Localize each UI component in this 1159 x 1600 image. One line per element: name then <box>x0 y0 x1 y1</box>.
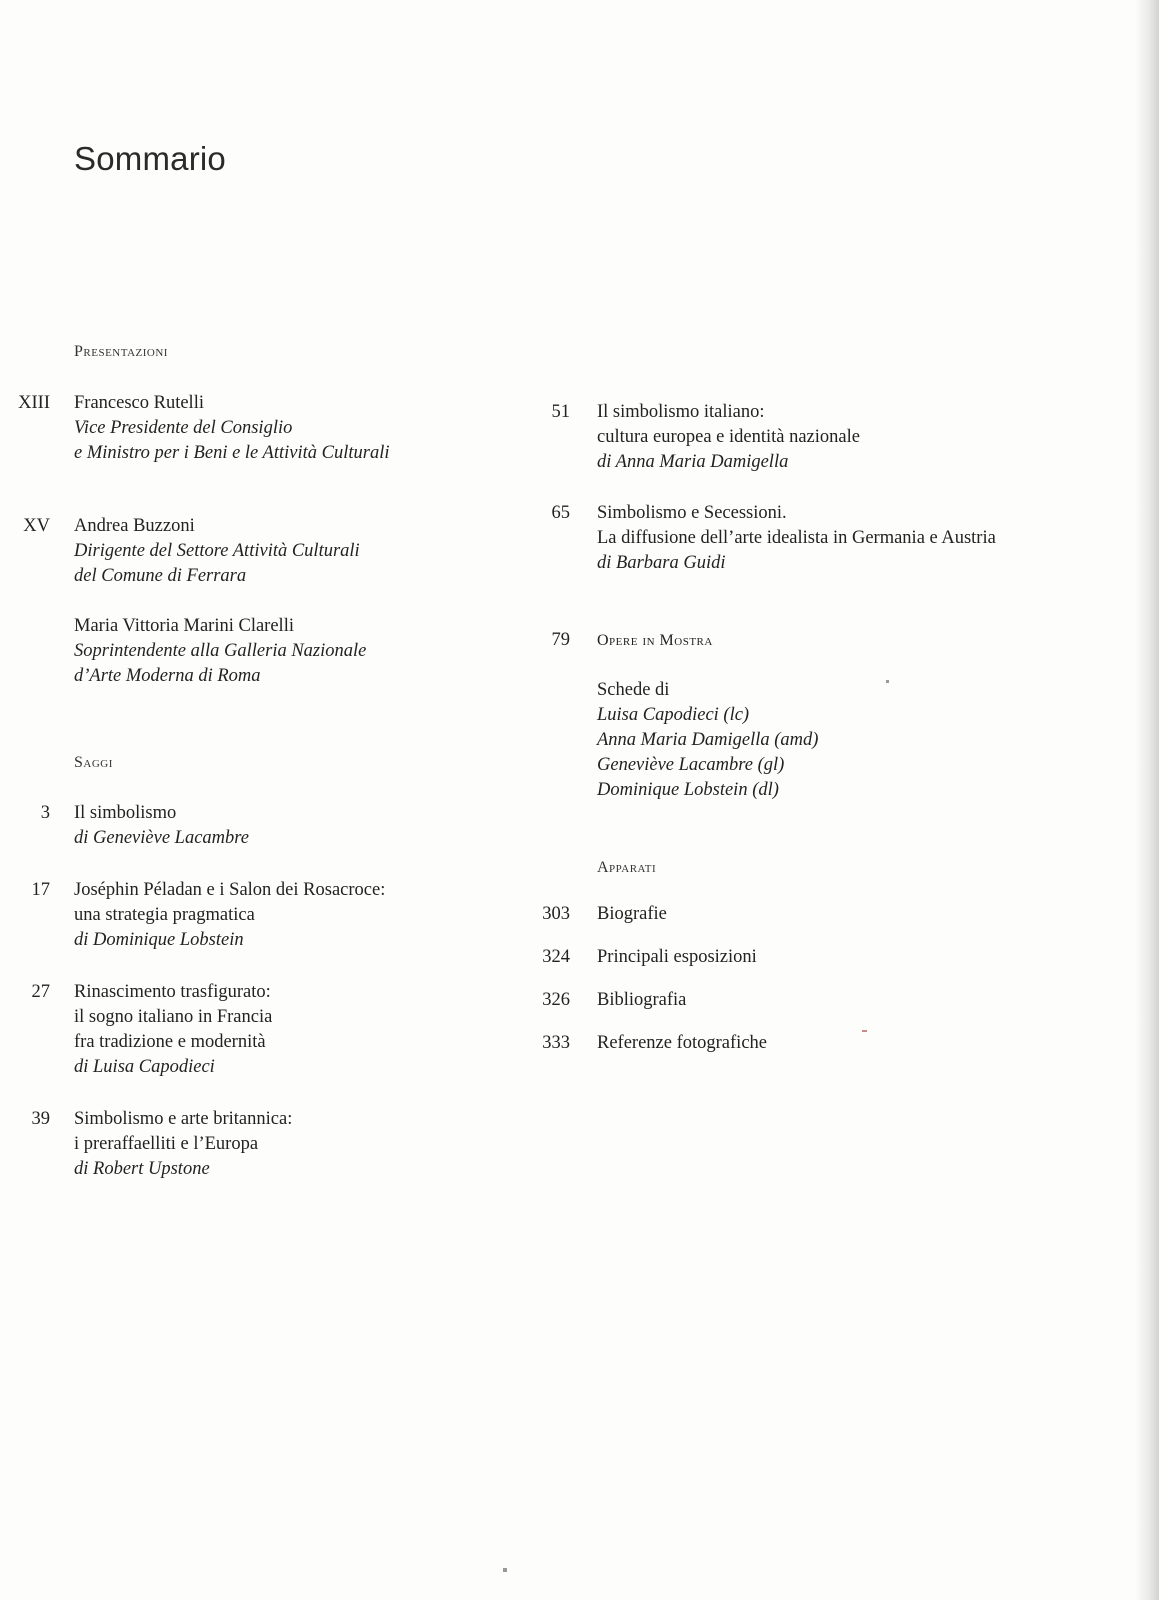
entry-role: Dirigente del Settore Attività Culturali <box>74 541 360 561</box>
page-number: 39 <box>31 1109 50 1129</box>
page-edge-shadow <box>1135 0 1159 1600</box>
page-number: 326 <box>542 990 570 1010</box>
schede-author: Anna Maria Damigella (amd) <box>597 730 819 750</box>
entry-title: cultura europea e identità nazionale <box>597 427 860 447</box>
entry-title: Joséphin Péladan e i Salon dei Rosacroce: <box>74 880 386 900</box>
page-number: 79 <box>551 630 570 650</box>
section-heading-saggi: Saggi <box>74 754 113 771</box>
entry-title: Principali esposizioni <box>597 947 757 967</box>
entry-role: e Ministro per i Beni e le Attività Culturali <box>74 443 390 463</box>
schede-author: Luisa Capodieci (lc) <box>597 705 750 725</box>
entry-role: d’Arte Moderna di Roma <box>74 666 261 686</box>
entry-byline: di Luisa Capodieci <box>74 1057 215 1077</box>
schede-author: Geneviève Lacambre (gl) <box>597 755 785 775</box>
entry-title: Bibliografia <box>597 990 687 1010</box>
entry-title: Simbolismo e Secessioni. <box>597 503 787 523</box>
section-heading-apparati: Apparati <box>597 859 657 876</box>
entry-byline: di Anna Maria Damigella <box>597 452 789 472</box>
page-number: 17 <box>31 880 50 900</box>
entry-role: Vice Presidente del Consiglio <box>74 418 293 438</box>
scan-speck <box>503 1568 507 1572</box>
entry-title: fra tradizione e modernità <box>74 1032 266 1052</box>
page-number: 333 <box>542 1033 570 1053</box>
page-number: 27 <box>31 982 50 1002</box>
page-number: 51 <box>551 402 570 422</box>
entry-title: La diffusione dell’arte idealista in Germania e Austria <box>597 528 996 548</box>
page-title: Sommario <box>74 140 226 177</box>
entry-title: Il simbolismo <box>74 803 177 823</box>
section-heading-opere: Opere in Mostra <box>597 632 713 649</box>
page-number: XV <box>23 516 50 536</box>
entry-author: Andrea Buzzoni <box>74 516 195 536</box>
entry-byline: di Barbara Guidi <box>597 553 726 573</box>
scan-speck <box>862 1030 867 1032</box>
entry-byline: di Robert Upstone <box>74 1159 210 1179</box>
schede-label: Schede di <box>597 680 670 700</box>
entry-author: Francesco Rutelli <box>74 393 204 413</box>
entry-title: Il simbolismo italiano: <box>597 402 765 422</box>
entry-title: i preraffaelliti e l’Europa <box>74 1134 259 1154</box>
page-number: 3 <box>40 803 50 823</box>
entry-title: Referenze fotografiche <box>597 1033 767 1053</box>
entry-author: Maria Vittoria Marini Clarelli <box>74 616 294 636</box>
scan-speck <box>886 680 889 683</box>
entry-title: il sogno italiano in Francia <box>74 1007 273 1027</box>
entry-title: Simbolismo e arte britannica: <box>74 1109 293 1129</box>
entry-title: Biografie <box>597 904 667 924</box>
entry-byline: di Geneviève Lacambre <box>74 828 249 848</box>
entry-role: Soprintendente alla Galleria Nazionale <box>74 641 367 661</box>
entry-title: una strategia pragmatica <box>74 905 255 925</box>
page-number: 65 <box>551 503 570 523</box>
page-number: 324 <box>542 947 570 967</box>
entry-title: Rinascimento trasfigurato: <box>74 982 271 1002</box>
page-number: XIII <box>18 393 50 413</box>
page-number: 303 <box>542 904 570 924</box>
entry-role: del Comune di Ferrara <box>74 566 247 586</box>
section-heading-presentazioni: Presentazioni <box>74 343 168 360</box>
entry-byline: di Dominique Lobstein <box>74 930 244 950</box>
schede-author: Dominique Lobstein (dl) <box>597 780 779 800</box>
